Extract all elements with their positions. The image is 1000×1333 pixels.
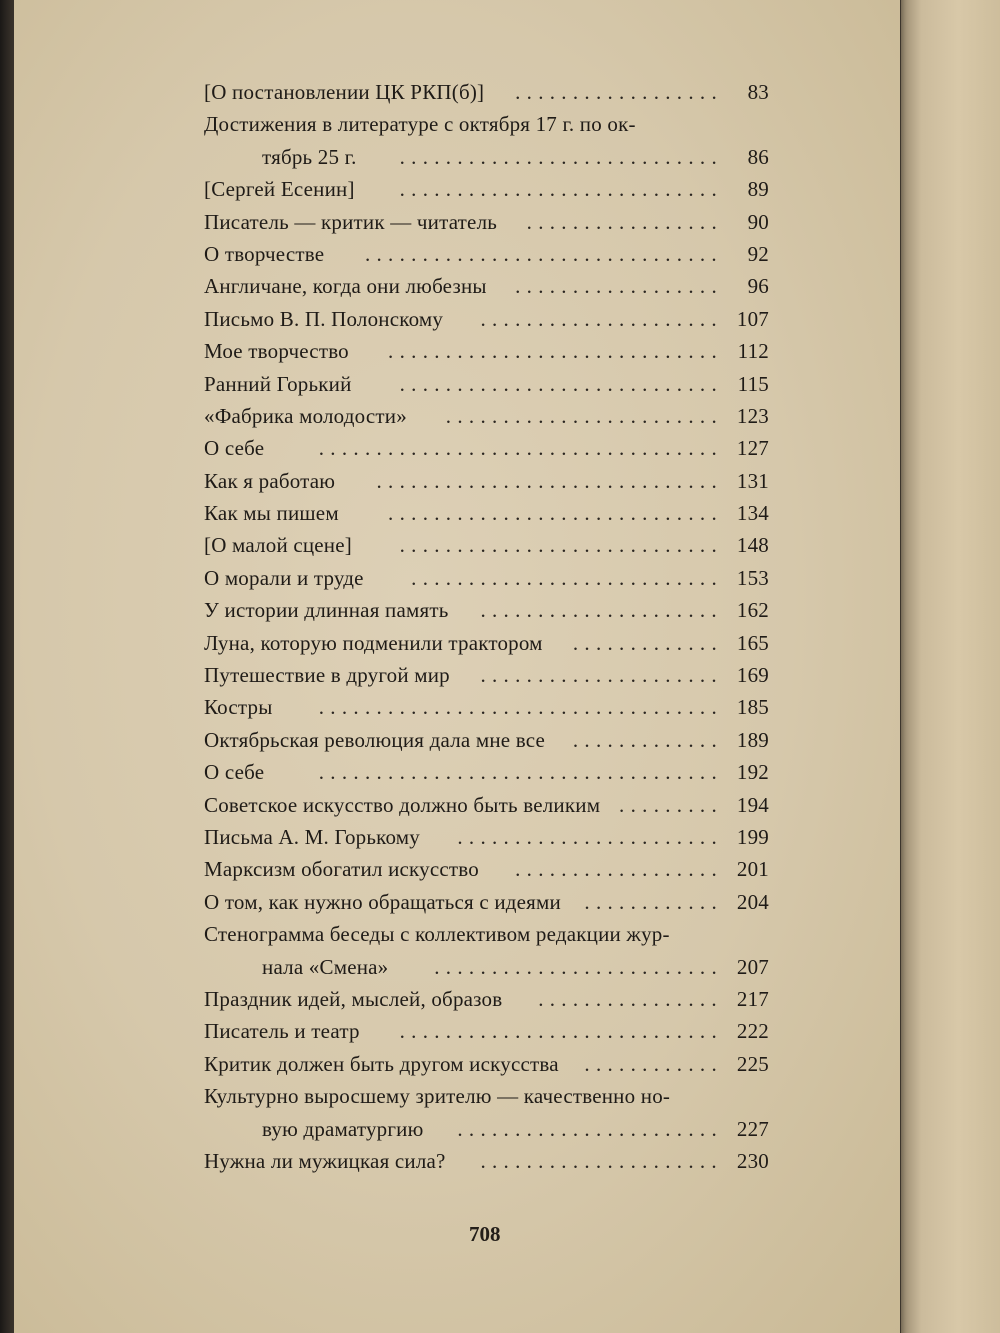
toc-dot-leader: ..................... bbox=[480, 598, 723, 623]
toc-entry-title: Октябрьская революция дала мне все bbox=[204, 727, 546, 752]
toc-entry-page: 96 bbox=[747, 274, 769, 299]
toc-entry bbox=[204, 594, 769, 626]
toc-entry bbox=[204, 789, 769, 821]
toc-entry bbox=[204, 1015, 769, 1047]
toc-entry-page: 222 bbox=[736, 1019, 769, 1044]
toc-dot-leader: ................................... bbox=[318, 760, 723, 785]
toc-dot-leader: ............. bbox=[572, 727, 723, 752]
toc-entry-title: Нужна ли мужицкая сила? bbox=[204, 1148, 446, 1173]
toc-entry-page: 90 bbox=[747, 209, 769, 234]
toc-entry bbox=[204, 141, 769, 173]
toc-entry-page: 199 bbox=[736, 824, 769, 849]
toc-entry-title: нала «Смена» bbox=[262, 954, 389, 979]
toc-entry-page: 131 bbox=[736, 468, 769, 493]
toc-entry bbox=[204, 756, 769, 788]
toc-entry bbox=[204, 303, 769, 335]
toc-entry-page: 123 bbox=[736, 403, 769, 428]
toc-entry-title: Праздник идей, мыслей, образов bbox=[204, 986, 503, 1011]
toc-dot-leader: ......................... bbox=[434, 954, 723, 979]
toc-dot-leader: ....................... bbox=[457, 1116, 723, 1141]
toc-entry-title: Советское искусство должно быть великим bbox=[204, 792, 601, 817]
facing-page-edge bbox=[895, 0, 1000, 1333]
toc-entry bbox=[204, 562, 769, 594]
toc-entry bbox=[204, 335, 769, 367]
toc-entry bbox=[204, 627, 769, 659]
toc-dot-leader: ..................... bbox=[480, 1148, 723, 1173]
toc-entry-page: 204 bbox=[736, 889, 769, 914]
toc-entry-title: [Сергей Есенин] bbox=[204, 177, 355, 202]
toc-entry-title: Письма А. М. Горькому bbox=[204, 824, 420, 849]
toc-entry-page: 86 bbox=[747, 144, 769, 169]
toc-entry-page: 192 bbox=[736, 760, 769, 785]
toc-entry bbox=[204, 724, 769, 756]
page-number: 708 bbox=[469, 1222, 501, 1246]
toc-entry-page: 92 bbox=[747, 241, 769, 266]
toc-entry-page: 127 bbox=[736, 436, 769, 461]
toc-entry-title: Как я работаю bbox=[204, 468, 336, 493]
toc-dot-leader: ................ bbox=[538, 986, 723, 1011]
toc-entry-page: 115 bbox=[737, 371, 769, 396]
toc-entry-title: Писатель и театр bbox=[204, 1019, 360, 1044]
toc-dot-leader: .................. bbox=[515, 274, 723, 299]
toc-entry bbox=[204, 497, 769, 529]
toc-dot-leader: ..................... bbox=[480, 306, 723, 331]
toc-entry bbox=[204, 432, 769, 464]
toc-entry-title: Стенограмма беседы с коллективом редакции жур- bbox=[204, 922, 670, 947]
toc-entry bbox=[204, 821, 769, 853]
toc-entry-title: Как мы пишем bbox=[204, 501, 339, 526]
toc-entry-page: 148 bbox=[736, 533, 769, 558]
toc-entry bbox=[204, 76, 769, 108]
toc-dot-leader: ............................. bbox=[388, 501, 723, 526]
book-page bbox=[14, 0, 900, 1333]
toc-dot-leader: ................................... bbox=[318, 695, 723, 720]
toc-dot-leader: ....................... bbox=[457, 824, 723, 849]
toc-entry bbox=[204, 238, 769, 270]
toc-entry-page: 230 bbox=[736, 1148, 769, 1173]
toc-entry bbox=[204, 465, 769, 497]
toc-entry-page: 89 bbox=[747, 177, 769, 202]
toc-entry-page: 162 bbox=[736, 598, 769, 623]
toc-dot-leader: ............................... bbox=[364, 241, 723, 266]
toc-entry-page: 201 bbox=[736, 857, 769, 882]
toc-entry-title: «Фабрика молодости» bbox=[204, 403, 407, 428]
toc-entry bbox=[204, 659, 769, 691]
toc-entry bbox=[204, 853, 769, 885]
toc-entry-page: 107 bbox=[736, 306, 769, 331]
toc-dot-leader: ................................... bbox=[318, 436, 723, 461]
toc-entry bbox=[204, 691, 769, 723]
toc-entry-page: 169 bbox=[736, 663, 769, 688]
toc-entry bbox=[204, 1113, 769, 1145]
toc-dot-leader: ............ bbox=[584, 1051, 723, 1076]
toc-entry bbox=[204, 918, 769, 950]
toc-entry bbox=[204, 1145, 769, 1177]
toc-entry-page: 225 bbox=[736, 1051, 769, 1076]
toc-dot-leader: ............................ bbox=[399, 371, 723, 396]
toc-dot-leader: ............................ bbox=[399, 533, 723, 558]
toc-dot-leader: .................. bbox=[515, 857, 723, 882]
toc-dot-leader: .............................. bbox=[376, 468, 723, 493]
toc-dot-leader: ............................. bbox=[388, 339, 723, 364]
table-of-contents bbox=[204, 76, 769, 1177]
toc-entry-title: Марксизм обогатил искусство bbox=[204, 857, 479, 882]
toc-entry-page: 189 bbox=[736, 727, 769, 752]
toc-entry bbox=[204, 206, 769, 238]
toc-entry bbox=[204, 529, 769, 561]
toc-entry-title: Англичане, когда они любезны bbox=[204, 274, 487, 299]
toc-entry bbox=[204, 368, 769, 400]
toc-entry-page: 194 bbox=[736, 792, 769, 817]
toc-entry-title: У истории длинная память bbox=[204, 598, 449, 623]
toc-entry-title: [О постановлении ЦК РКП(б)] bbox=[204, 80, 485, 104]
toc-entry-title: Костры bbox=[204, 695, 273, 720]
toc-dot-leader: ........................... bbox=[411, 565, 723, 590]
toc-entry-title: Письмо В. П. Полонскому bbox=[204, 306, 444, 331]
toc-entry-title: Критик должен быть другом искусства bbox=[204, 1051, 559, 1076]
toc-dot-leader: ........................ bbox=[445, 403, 723, 428]
toc-dot-leader: ............................ bbox=[399, 177, 723, 202]
toc-entry-title: Культурно выросшему зрителю — качественно но- bbox=[204, 1084, 671, 1109]
toc-entry bbox=[204, 983, 769, 1015]
toc-entry-page: 134 bbox=[736, 501, 769, 526]
toc-entry-title: О себе bbox=[204, 436, 265, 461]
toc-entry bbox=[204, 108, 769, 140]
toc-entry-title: О том, как нужно обращаться с идеями bbox=[204, 889, 561, 914]
toc-dot-leader: ............................ bbox=[399, 144, 723, 169]
toc-entry-page: 165 bbox=[736, 630, 769, 655]
toc-entry-title: О творчестве bbox=[204, 241, 325, 266]
toc-entry-title: О морали и труде bbox=[204, 565, 364, 590]
toc-entry-page: 112 bbox=[737, 339, 769, 364]
toc-entry-title: вую драматургию bbox=[262, 1116, 424, 1141]
toc-entry-page: 153 bbox=[736, 565, 769, 590]
toc-entry bbox=[204, 1080, 769, 1112]
toc-dot-leader: ............................ bbox=[399, 1019, 723, 1044]
toc-entry bbox=[204, 1048, 769, 1080]
toc-entry-title: [О малой сцене] bbox=[204, 533, 352, 558]
toc-dot-leader: ................. bbox=[526, 209, 723, 234]
toc-entry-title: О себе bbox=[204, 760, 265, 785]
toc-entry bbox=[204, 951, 769, 983]
toc-entry-title: Писатель — критик — читатель bbox=[204, 209, 498, 234]
toc-entry-title: Путешествие в другой мир bbox=[204, 663, 450, 688]
toc-entry-title: Луна, которую подменили трактором bbox=[204, 630, 543, 655]
toc-entry bbox=[204, 400, 769, 432]
toc-entry-page: 217 bbox=[736, 986, 769, 1011]
toc-dot-leader: ............ bbox=[584, 889, 723, 914]
toc-entry-page: 185 bbox=[736, 695, 769, 720]
toc-dot-leader: ..................... bbox=[480, 663, 723, 688]
toc-entry bbox=[204, 270, 769, 302]
toc-entry-title: Ранний Горький bbox=[204, 371, 352, 396]
toc-entry-title: Достижения в литературе с октября 17 г. по ок- bbox=[204, 112, 636, 137]
toc-dot-leader: ............. bbox=[572, 630, 723, 655]
toc-entry-title: тябрь 25 г. bbox=[262, 144, 357, 169]
toc-dot-leader: ......... bbox=[619, 792, 723, 817]
toc-entry bbox=[204, 173, 769, 205]
toc-dot-leader: .................. bbox=[515, 80, 723, 104]
toc-entry-title: Мое творчество bbox=[204, 339, 349, 364]
toc-entry-page: 227 bbox=[736, 1116, 769, 1141]
toc-entry bbox=[204, 886, 769, 918]
toc-entry-page: 207 bbox=[736, 954, 769, 979]
toc-entry-page: 83 bbox=[747, 80, 769, 104]
